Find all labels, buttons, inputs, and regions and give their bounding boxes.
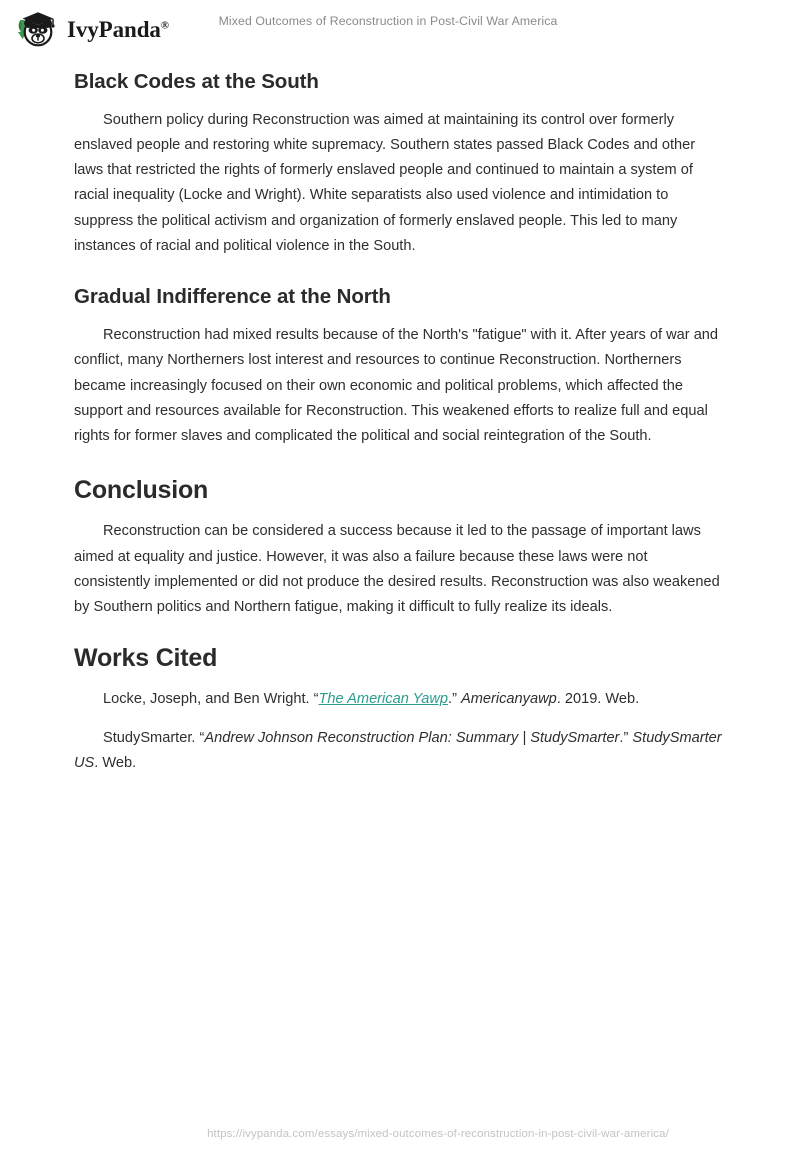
citation-after-link: .”: [448, 690, 462, 707]
citation-author: StudySmarter. “: [103, 729, 205, 746]
citation-link-the-american-yawp[interactable]: The American Yawp: [318, 690, 449, 707]
registered-trademark-mark: ®: [160, 18, 169, 31]
citation-publisher: Americanyawp: [461, 690, 557, 707]
section-heading-gradual-indifference: Gradual Indifference at the North: [74, 285, 391, 309]
page-footer: [0, 1124, 800, 1142]
citation-suffix: . Web.: [94, 755, 137, 772]
citation-entry: [74, 726, 722, 777]
brand-name: IvyPanda®: [67, 16, 169, 42]
section-heading-conclusion: Conclusion: [74, 476, 209, 505]
citation-author: Locke, Joseph, and Ben Wright. “: [103, 690, 319, 707]
section-black-codes: [74, 70, 722, 259]
section-heading-black-codes: Black Codes at the South: [74, 70, 319, 93]
page-header: [0, 0, 800, 56]
spacer: [74, 259, 722, 285]
citation-entry: [74, 687, 722, 712]
citation-after-title: .”: [619, 729, 633, 746]
section-heading-works-cited: Works Cited: [74, 643, 218, 672]
section-paragraph-conclusion: Reconstruction can be considered a success because it led to the passage of important laws aimed at equality and justice. However, it was also a failure because these laws were not consistently implemented or did not produce the desired results. Reconstruction was also weakened by Southern politics and Northern fatigue, making it difficult to fully realize its ideals.: [74, 523, 720, 616]
section-paragraph-black-codes: Southern policy during Reconstruction was aimed at maintaining its control over formerly enslaved people and restoring white supremacy. Southern states passed Black Codes and other laws that restricted the rights of formerly enslaved people and continued to maintain a system of racial inequality (Locke and Wright). White separatists also used violence and intimidation to suppress the political activism and organization of formerly enslaved people. This led to many instances of racial and political violence in the South.: [74, 111, 696, 255]
document-title: Mixed Outcomes of Reconstruction in Post-Civil War America: [218, 14, 558, 28]
article-content: [74, 70, 722, 777]
citation-publisher: StudySmarter US: [74, 729, 722, 772]
spacer: [74, 449, 722, 475]
citation-title: Andrew Johnson Reconstruction Plan: Summary | StudySmarter: [204, 729, 620, 746]
section-gradual-indifference: [74, 285, 722, 449]
citation-suffix: . 2019. Web.: [556, 690, 640, 707]
footer-source-url[interactable]: https://ivypanda.com/essays/mixed-outcomes-of-reconstruction-in-post-civil-war-america/: [207, 1128, 669, 1140]
section-works-cited: [74, 643, 722, 777]
section-paragraph-gradual-indifference: Reconstruction had mixed results because of the North's "fatigue" with it. After years of war and conflict, many Northerners lost interest and resources to continue Reconstruction. Northerners became increasingly focused on their own economic and political problems, which affected the support and resources available for Reconstruction. This weakened efforts to realize full and equal rights for former slaves and complicated the political and social reintegration of the South.: [74, 326, 719, 445]
spacer: [74, 621, 722, 643]
section-conclusion: [74, 475, 722, 620]
